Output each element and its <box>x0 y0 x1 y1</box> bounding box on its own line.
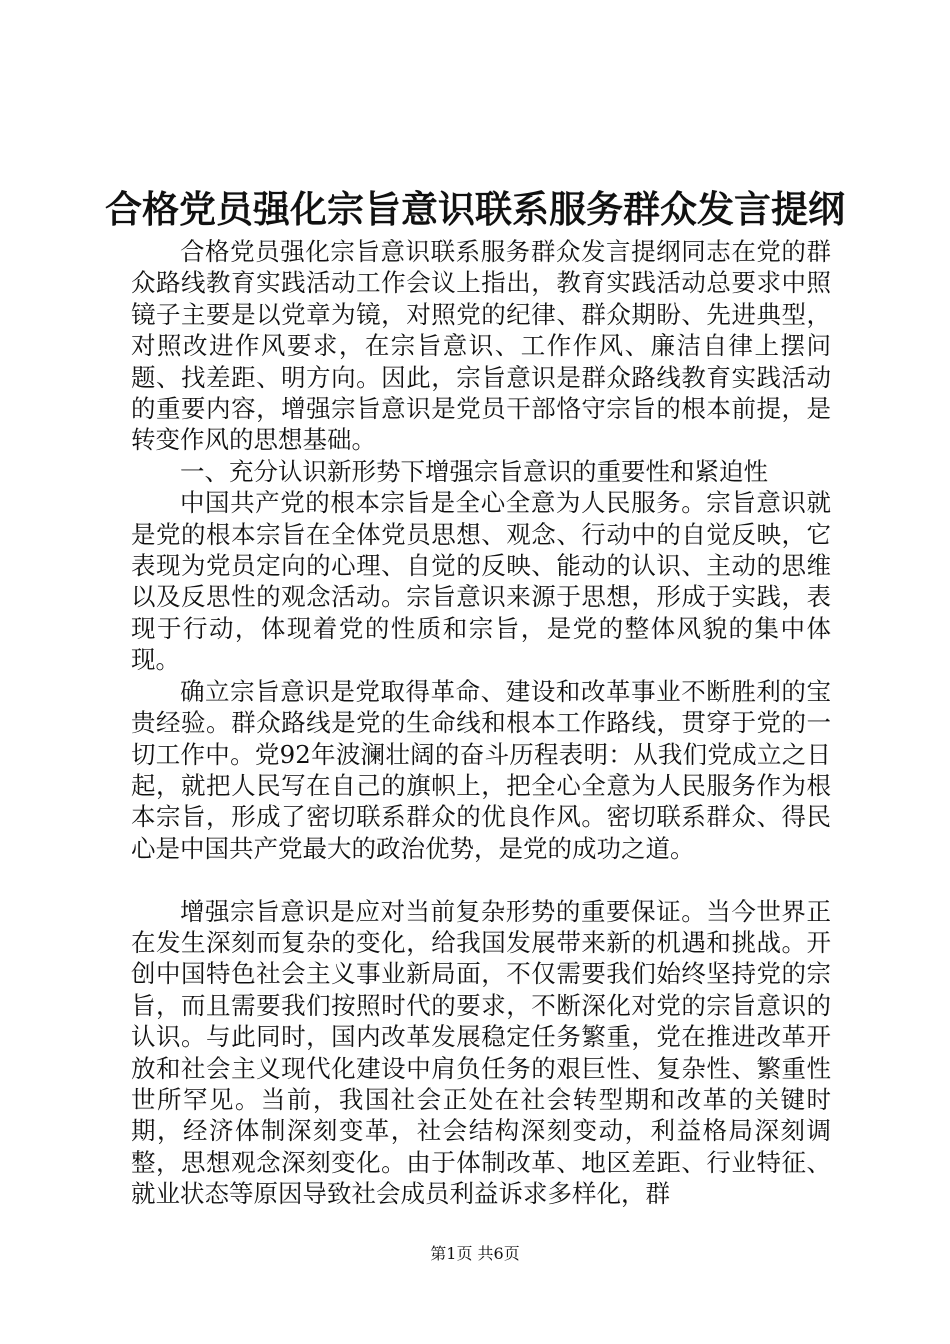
document-title: 合格党员强化宗旨意识联系服务群众发言提纲 <box>105 188 845 231</box>
section-heading: 一、充分认识新形势下增强宗旨意识的重要性和紧迫性 <box>180 456 768 486</box>
paragraph-experience: 确立宗旨意识是党取得革命、建设和改革事业不断胜利的宝贵经验。群众路线是党的生命线和根本工作路线，贯穿于党的一切工作中。党92年波澜壮阔的奋斗历程表明：从我们党成立之日起，就把人民写在自己的旗帜上，把全心全意为人民服务作为根本宗旨，形成了密切联系群众的优良作风。密切联系群众、得民心是中国共产党最大的政治优势，是党的成功之道。 <box>131 676 831 863</box>
paragraph-intro: 合格党员强化宗旨意识联系服务群众发言提纲同志在党的群众路线教育实践活动工作会议上指出，教育实践活动总要求中照镜子主要是以党章为镜，对照党的纪律、群众期盼、先进典型，对照改进作风要求，在宗旨意识、工作作风、廉洁自律上摆问题、找差距、明方向。因此，宗旨意识是群众路线教育实践活动的重要内容，增强宗旨意识是党员干部恪守宗旨的根本前提，是转变作风的思想基础。 <box>131 237 831 455</box>
page-number-footer: 第1页 共6页 <box>430 1244 520 1263</box>
paragraph-situation: 增强宗旨意识是应对当前复杂形势的重要保证。当今世界正在发生深刻而复杂的变化，给我国发展带来新的机遇和挑战。开创中国特色社会主义事业新局面，不仅需要我们始终坚持党的宗旨，而且需要我们按照时代的要求，不断深化对党的宗旨意识的认识。与此同时，国内改革发展稳定任务繁重，党在推进改革开放和社会主义现代化建设中肩负任务的艰巨性、复杂性、繁重性世所罕见。当前，我国社会正处在社会转型期和改革的关键时期，经济体制深刻变革，社会结构深刻变动，利益格局深刻调整，思想观念深刻变化。由于体制改革、地区差距、行业特征、就业状态等原因导致社会成员利益诉求多样化，群 <box>131 896 831 1209</box>
document-body <box>131 236 831 1210</box>
paragraph-gap <box>131 864 831 895</box>
paragraph-purpose: 中国共产党的根本宗旨是全心全意为人民服务。宗旨意识就是党的根本宗旨在全体党员思想、观念、行动中的自觉反映，它表现为党员定向的心理、自觉的反映、能动的认识、主动的思维以及反思性的观念活动。宗旨意识来源于思想，形成于实践，表现于行动，体现着党的性质和宗旨，是党的整体风貌的集中体现。 <box>131 488 831 675</box>
